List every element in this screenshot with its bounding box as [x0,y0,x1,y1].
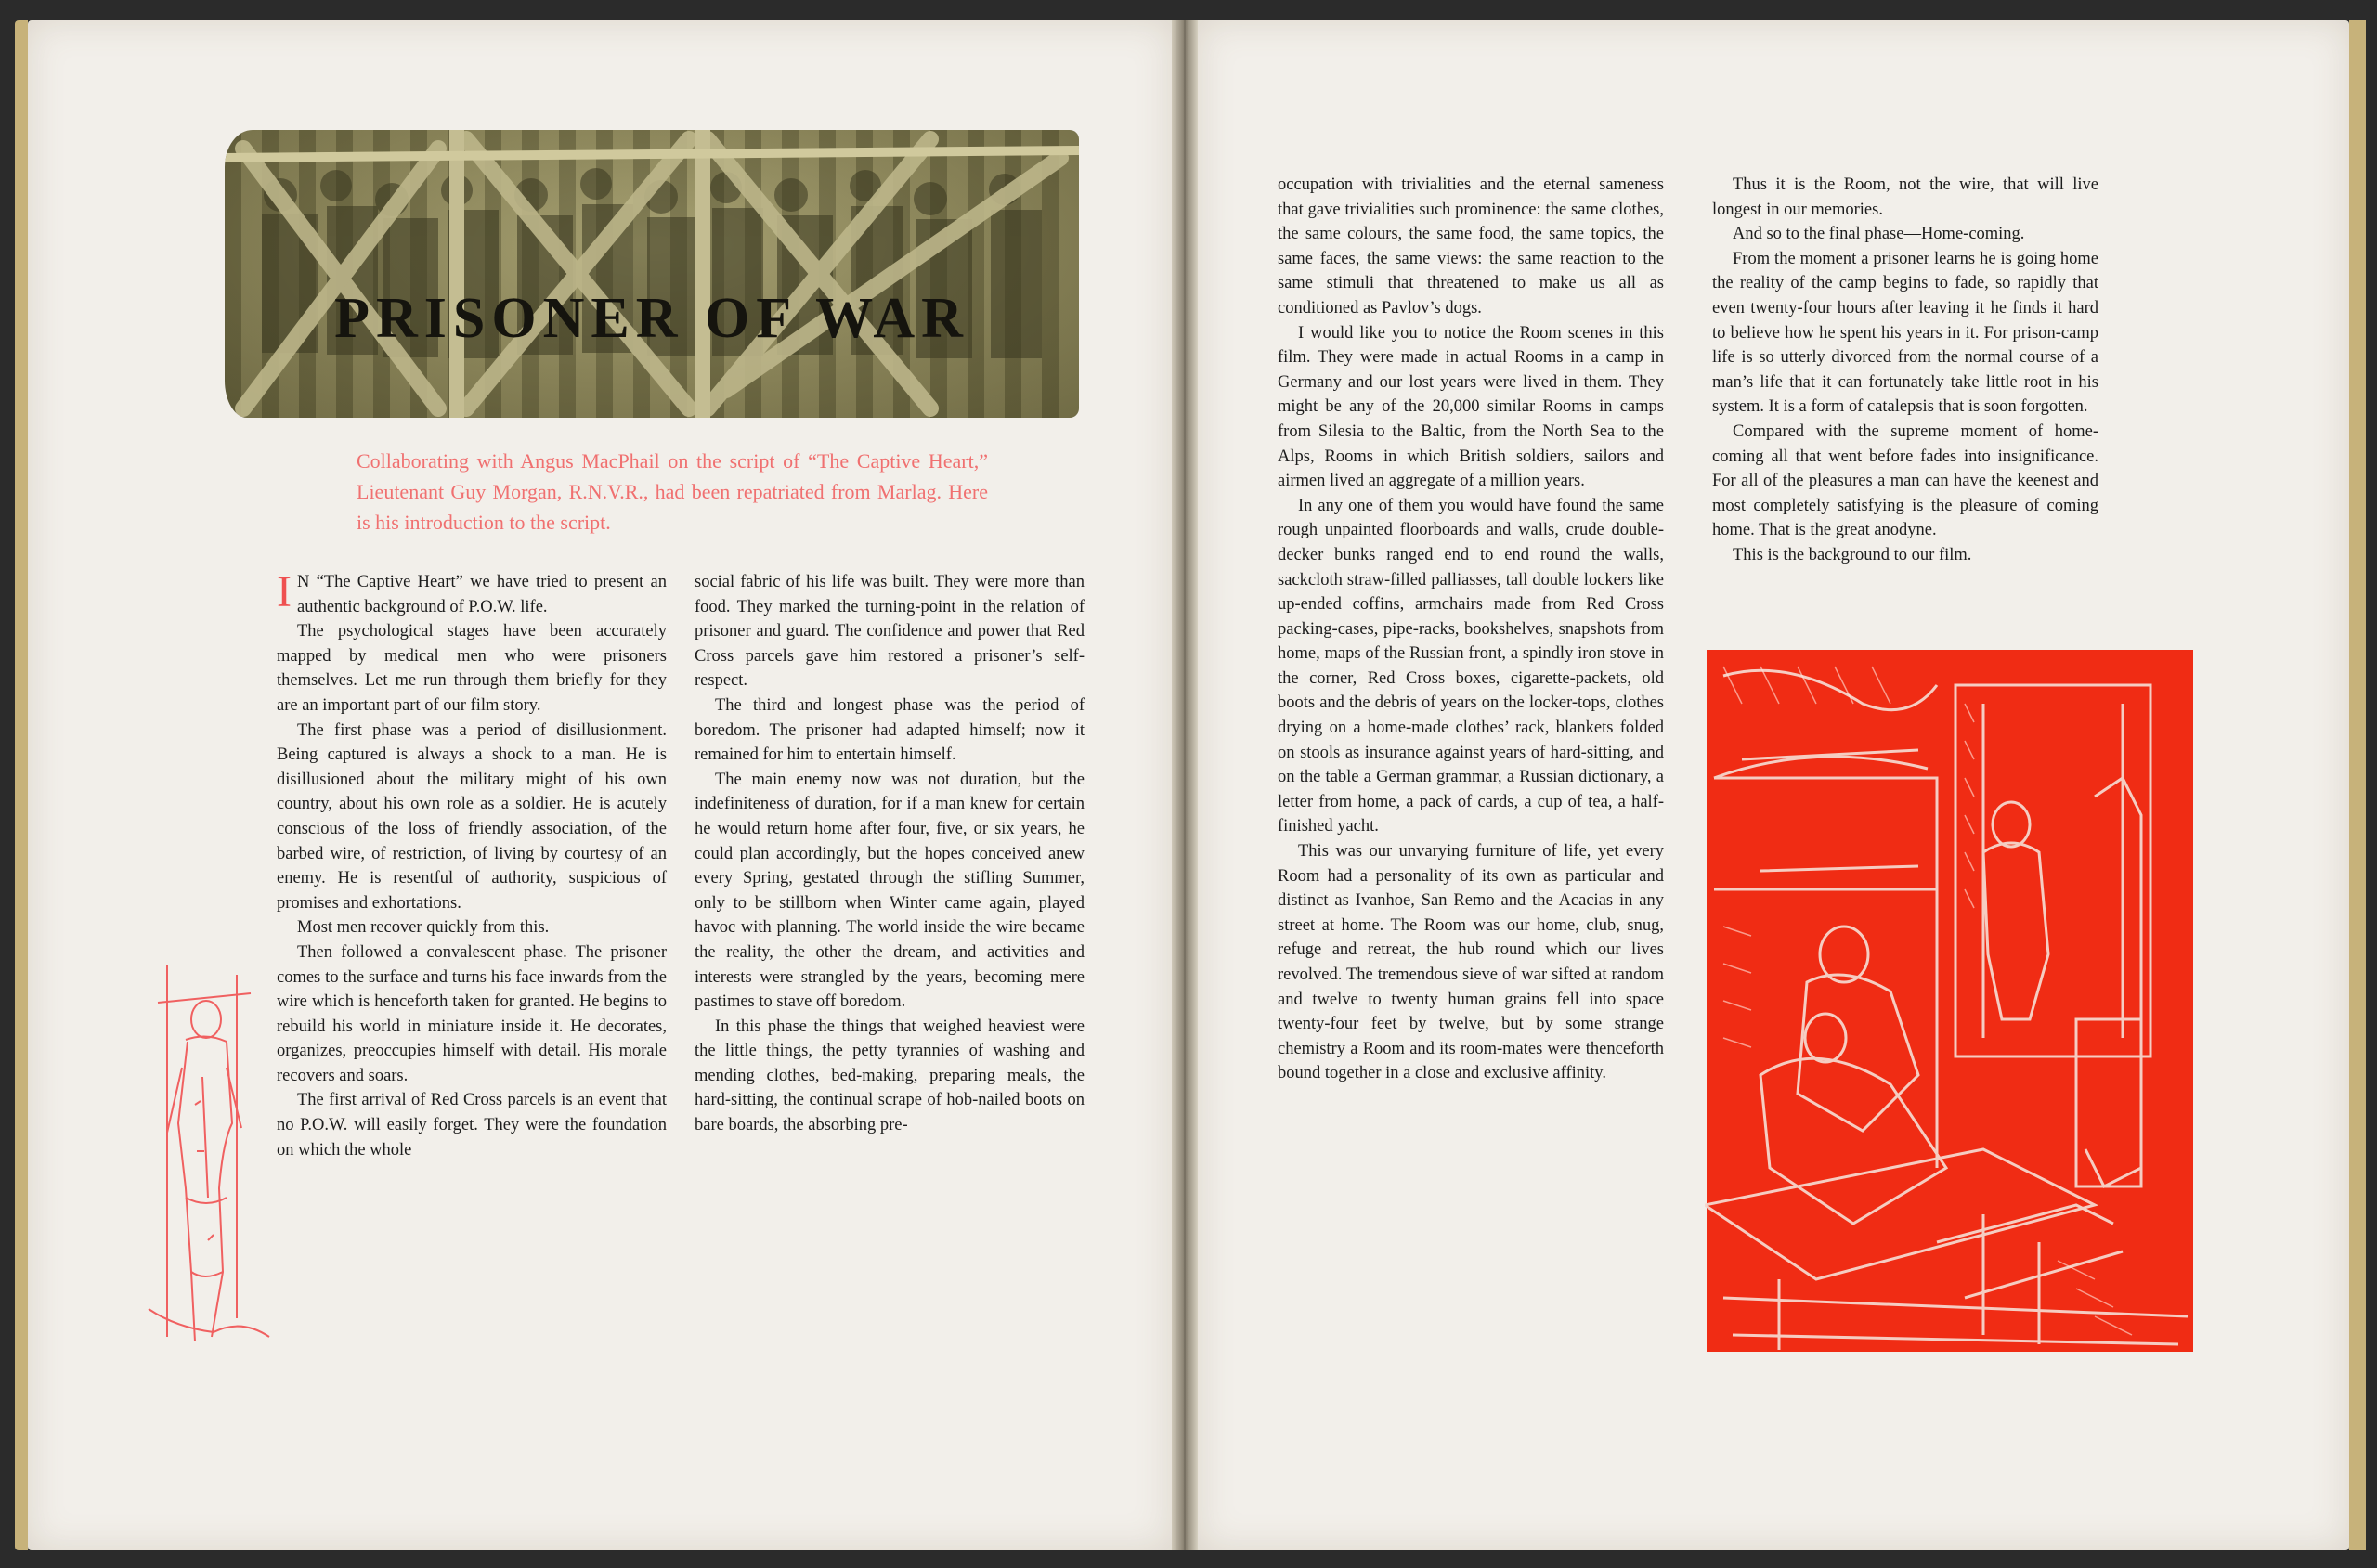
article-paragraph: The first arrival of Red Cross parcels is an event that no P.O.W. will easily forget. They were the foundation on which the whole [277,1091,667,1160]
article-paragraph: This is the background to our film. [1733,545,1972,564]
banner-photo [225,130,1079,418]
paragraph-text: N “The Captive Heart” we have tried to present an authentic background of P.O.W. life. [296,573,667,616]
soldier-sketch-icon [130,965,288,1374]
article-paragraph: occupation with trivialities and the eternal sameness that gave trivialities such prominence: the same clothes, the same colours, the same food, the same topics, the same faces, the same views: the same reaction to the same stimuli that threatened to make us all as conditioned as Pavlov’s dogs. [1278,175,1664,317]
article-column-left-2 [695,570,1085,1138]
article-column-right-2 [1712,173,2098,568]
page-edge-right [2349,20,2366,1550]
article-column-right-1 [1278,173,1664,1086]
article-paragraph [277,567,667,619]
prison-room-illustration-icon [1705,648,2195,1354]
article-paragraph: Then followed a convalescent phase. The prisoner comes to the surface and turns his face inwards from the wire which is henceforth taken for granted. He begins to rebuild his world in miniature inside it. He decorates, organizes, preoccupies himself with detail. His morale recovers and soars. [277,942,667,1085]
article-paragraph: Most men recover quickly from this. [297,918,550,938]
barbed-wire-fence-icon [225,130,1079,418]
article-paragraph: And so to the final phase—Home-coming. [1733,225,2025,244]
article-paragraph: Thus it is the Room, not the wire, that will live longest in our memories. [1712,175,2098,219]
article-column-left-1 [277,567,667,1162]
article-paragraph: From the moment a prisoner learns he is going home the reality of the camp begins to fade, so rapidly that even twenty-four hours after leaving it he finds it hard to believe how he spent his years in it. For prison-camp life is so utterly divorced from the normal course of a man’s life that it can fortunately take little root in his system. It is a form of catalepsis that is soon forgotten. [1712,249,2098,417]
drop-cap: I [277,567,292,616]
article-paragraph: I would like you to notice the Room scenes in this film. They were made in actual Rooms in a camp in Germany and our lost years were lived in them. They might be any of the 20,000 similar Rooms in camps from Silesia to the Baltic, from the North Sea to the Alps, Rooms in which British soldiers, sailors and airmen lived an aggregate of a million years. [1278,323,1664,491]
article-paragraph: The third and longest phase was the period of boredom. The prisoner had adapted himself; now it remained for him to entertain himself. [695,695,1085,765]
intro-paragraph: Collaborating with Angus MacPhail on the script of “The Captive Heart,” Lieutenant Guy Morgan, R.N.V.R., had been repatriated from Marlag. Here is his introduction to the script. [357,449,988,534]
article-paragraph: In any one of them you would have found the same rough unpainted floorboards and walls, crude double-decker bunks ranged end to end round the walls, sackcloth straw-filled palliasses, tall double lockers like up-ended coffins, armchairs made from Red Cross packing-cases, pipe-racks, bookshelves, snapshots from home, maps of the Russian front, a spindly iron stove in the corner, Red Cross boxes, cigarette-packets, old boots and the debris of years on the locker-tops, clothes drying on a home-made clothes’ rack, blankets folded on stools as insurance against years of hard-sitting, and on the table a German grammar, a Russian dictionary, a letter from home, a pack of cards, a cup of tea, a half-finished yacht. [1278,496,1664,836]
article-paragraph: social fabric of his life was built. They were more than food. They marked the turning-point in the relation of prisoner and guard. The confidence and power that Red Cross parcels gave him restored a prisoner’s self-respect. [695,573,1085,691]
article-paragraph: In this phase the things that weighed heaviest were the little things, the petty tyrannies of washing and mending clothes, bed-making, preparing meals, the hard-sitting, the continual scrape of hob-nailed boots on bare boards, the absorbing pre- [695,1017,1085,1135]
book-gutter [1172,20,1198,1550]
article-paragraph: The psychological stages have been accurately mapped by medical men who were prisoners themselves. Let me run through them briefly for they are an important part of our film story. [277,622,667,715]
article-paragraph: The first phase was a period of disillusionment. Being captured is always a shock to a man. He is disillusioned about the military might of his own country, about his own role as a soldier. He is acutely conscious of the loss of friendly association, of the barbed wire, of restriction, of living by courtesy of an enemy. He is resentful of authority, suspicious of promises and exhortations. [277,720,667,913]
page-edge-left [15,20,28,1550]
page-title: PRISONER OF WAR [334,287,969,350]
article-paragraph: This was our unvarying furniture of life, yet every Room had a personality of its own as particular and distinct as Ivanhoe, San Remo and the Acacias in any street at home. The Room was our home, club, snug, refuge and retreat, the hub round which our lives revolved. The tremendous sieve of war sifted at random and twelve to twenty human grains fell into space twenty-four feet by twelve, but by some strange chemistry a Room and its room-mates were thenceforth bound together in a close and exclusive affinity. [1278,842,1664,1083]
article-paragraph: The main enemy now was not duration, but the indefiniteness of duration, for if a man knew for certain he would return home after four, five, or six years, he could plan accordingly, but the hopes conceived anew every Spring, gestated through the stifling Summer, only to be stillborn when Winter came again, played havoc with planning. The world inside the wire became the reality, the other the dream, and activities and interests were strangled by the years, becoming mere pastimes to stave off boredom. [695,770,1085,1012]
article-paragraph: Compared with the supreme moment of home-coming all that went before fades into insignificance. For all of the pleasures a man can have the keenest and most completely satisfying is the pleasure of coming home. That is the great anodyne. [1712,421,2098,540]
